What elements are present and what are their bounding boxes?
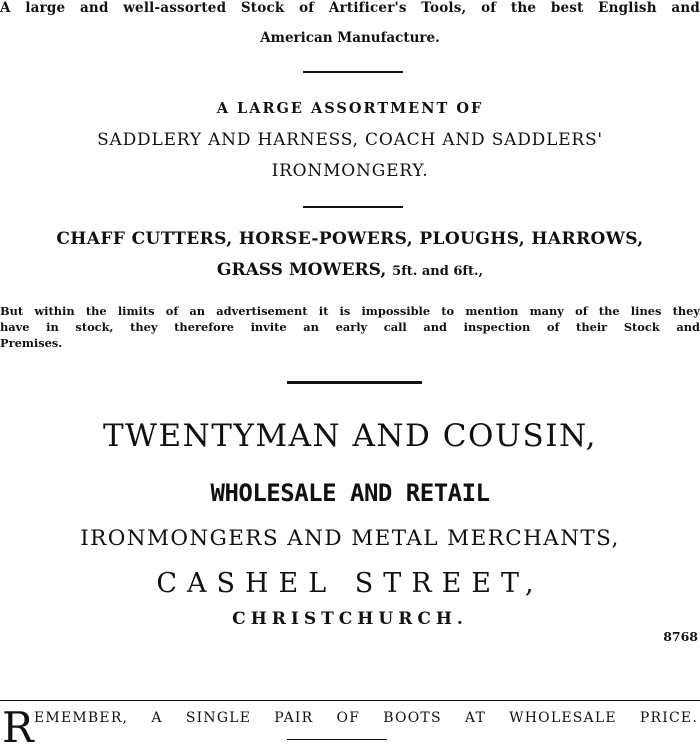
tools-stock-text-line-2: American Manufacture. [260,30,440,46]
saddlery-heading: SADDLERY AND HARNESS, COACH AND SADDLERS' [97,130,603,150]
implements-line-1: CHAFF CUTTERS, HORSE-POWERS, PLOUGHS, HARROWS, [56,229,644,249]
implements-line-2 [0,260,700,280]
drop-cap-initial: R [2,703,34,752]
tools-stock-text-line-1: A large and well-assorted Stock of Artificer's Tools, of the best English and [0,0,700,16]
mower-sizes-text: 5ft. and 6ft., [392,264,484,279]
divider-rule-short [287,739,387,740]
remember-notice [0,703,700,752]
grass-mowers-text: GRASS MOWERS, [216,260,387,280]
invitation-paragraph-line-2: have in stock, they therefore invite an early call and inspection of their Stock and [0,320,700,334]
remember-notice-text: EMEMBER, A SINGLE PAIR OF BOOTS AT WHOLESALE PRICE. [34,710,698,726]
invitation-paragraph-line-3: Premises. [0,336,63,350]
assortment-heading: A LARGE ASSORTMENT OF [216,100,484,117]
divider-rule-2 [303,206,403,208]
divider-rule-bottom [0,700,700,701]
street-address: CASHEL STREET, [156,568,544,599]
ironmongery-heading: IRONMONGERY. [271,161,429,181]
divider-rule-3 [287,381,422,384]
city-name: CHRISTCHURCH. [232,609,468,629]
trade-description: IRONMONGERS AND METAL MERCHANTS, [80,526,620,551]
advert-reference-number: 8768 [663,629,698,644]
wholesale-retail-heading: WHOLESALE AND RETAIL [210,479,490,507]
divider-rule-1 [303,71,403,73]
firm-name: TWENTYMAN AND COUSIN, [102,418,597,454]
invitation-paragraph-line-1: But within the limits of an advertisement it is impossible to mention many of the lines they [0,304,700,318]
